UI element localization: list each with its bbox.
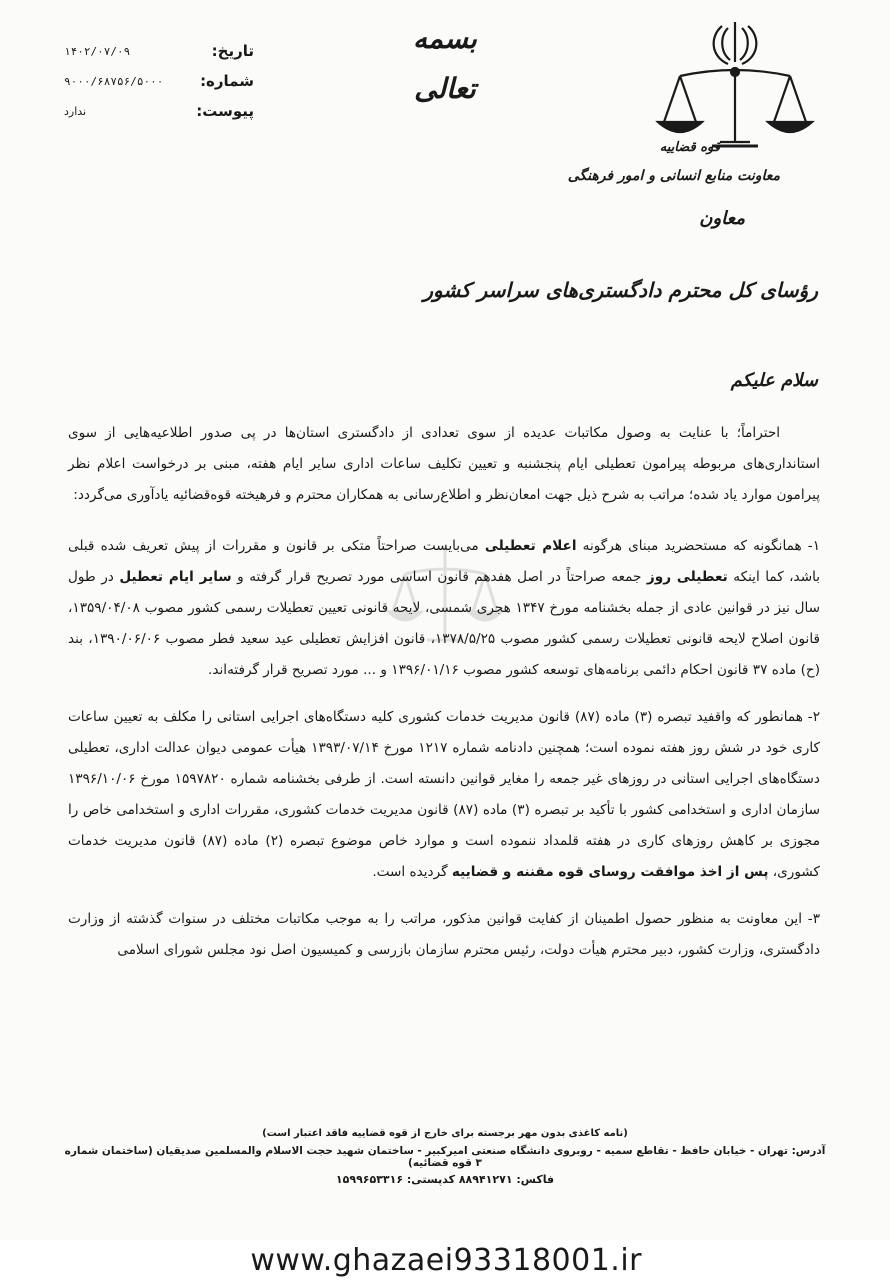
number-label: شماره: (200, 72, 254, 90)
date-row (64, 36, 254, 66)
number-value: ۹۰۰۰/۶۸۷۵۶/۵۰۰۰ (64, 74, 164, 88)
letter-footer (60, 1128, 830, 1186)
footer-notice: (نامه کاغذی بدون مهر برجسته برای خارج از قوه قضاییه فاقد اعتبار است) (262, 1128, 628, 1139)
organization-name: قوه قضاییه (659, 140, 720, 155)
item-1-paragraph: ۱- همانگونه که مستحضرید مبنای هرگونه اعلام تعطیلی می‌بایست صراحتاً متکی بر قانون و مقررات از پیش تعریف شده قبلی باشد، کما اینکه تعطیلی روز جمعه صراحتاً در اصل هفدهم قانون اساسی مورد تصریح قرار گرفته و سایر ایام تعطیل در طول سال نیز در قوانین عادی از جمله بخشنامه مورخ ۱۳۴۷ هجری شمسی، لایحه قانونی تعیین تعطیلات رسمی کشور مصوب ۱۳۵۹/۰۴/۰۸، قانون اصلاح لایحه قانونی تعطیلات رسمی کشور مصوب ۱۳۷۸/۵/۲۵، قانون افزایش تعطیلی عید سعید فطر مصوب ۱۳۹۰/۰۶/۰۶، بند (ح) ماده ۳۷ قانون احکام دائمی برنامه‌های توسعه کشور مصوب ۱۳۹۶/۰۱/۱۶ و ... مورد تصریح قرار گرفته‌اند. (68, 538, 821, 678)
deputy-office-name: معاونت منابع انسانی و امور فرهنگی (567, 168, 780, 184)
date-label: تاریخ: (211, 42, 254, 60)
greeting-line: سلام علیکم (730, 370, 818, 391)
attachment-row (64, 96, 254, 126)
date-value: ۱۴۰۲/۰۷/۰۹ (64, 44, 131, 58)
footer-contact: فاکس: ۸۸۹۴۱۲۷۱ کدپستی: ۱۵۹۹۶۵۳۳۱۶ (335, 1173, 555, 1186)
basmala-heading: بسمه تعالی (413, 22, 477, 105)
attachment-value: ندارد (64, 104, 87, 118)
number-row (64, 66, 254, 96)
intro-paragraph: احتراماً؛ با عنایت به وصول مکاتبات عدیده از سوی تعدادی از دادگستری استان‌ها در پی صدور اطلاعیه‌هایی از سوی استانداری‌های مربوطه پیرامون تعطیلی ایام پنجشنبه و تعیین تکلیف ساعات اداری سایر ایام هفته، مبنی بر درخواست اعلام نظر پیرامون موارد یاد شده؛ مراتب به شرح ذیل جهت امعان‌نظر و اطلاع‌رسانی به همکاران محترم و فرهیخته قوه‌قضائیه یادآوری می‌گردد: (68, 425, 820, 503)
item-3-paragraph: ۳- این معاونت به منظور حصول اطمینان از کفایت قوانین مذکور، مراتب را به موجب مکاتبات مختلف در سنوات گذشته از وزارت دادگستری، وزارت کشور، دبیر محترم هیأت دولت، رئیس محترم سازمان بازرسی و کمیسیون اصل نود مجلس شورای اسلامی (68, 911, 820, 958)
footer-address: آدرس: تهران - خیابان حافظ - تقاطع سمیه - روبروی دانشگاه صنعتی امیرکبیر - ساختمان شهید حجت الاسلام والمسلمین صدیقیان (ساختمان شماره ۳ قوه قضائیه) (64, 1145, 826, 1169)
attachment-label: پیوست: (196, 102, 254, 120)
item-2-paragraph: ۲- همانطور که واقفید تبصره (۳) ماده (۸۷) قانون مدیریت خدمات کشوری کلیه دستگاه‌های اجرایی استانی را مکلف به تعیین ساعات کاری خود در شش روز هفته نموده است؛ همچنین دادنامه شماره ۱۲۱۷ مورخ ۱۳۹۳/۰۷/۱۴ هیأت عمومی دیوان عدالت اداری، تعطیلی دستگاه‌های اجرایی استانی در روزهای غیر جمعه را مغایر قوانین دانسته است. از طرفی بخشنامه شماره ۱۵۹۷۸۲۰ مورخ ۱۳۹۶/۱۰/۰۶ سازمان اداری و استخدامی کشور با تأکید بر تبصره (۳) ماده (۸۷) قانون مدیریت خدمات کشوری، مقررات اداری و استخدامی خاص را مجوزی بر کاهش روزهای کاری در هفته قلمداد ننموده است و موارد خاص موضوع تبصره (۲) ماده (۸۷) قانون مدیریت خدمات کشوری، پس از اخذ موافقت روسای قوه مقننه و قضاییه گردیده است. (68, 709, 821, 880)
letter-body (68, 418, 820, 982)
letter-meta (64, 36, 254, 126)
signatory-title: معاون (699, 208, 745, 229)
site-url-watermark: www.ghazaei93318001.ir (250, 1243, 642, 1278)
recipient-line: رؤسای کل محترم دادگستری‌های سراسر کشور (423, 278, 818, 302)
